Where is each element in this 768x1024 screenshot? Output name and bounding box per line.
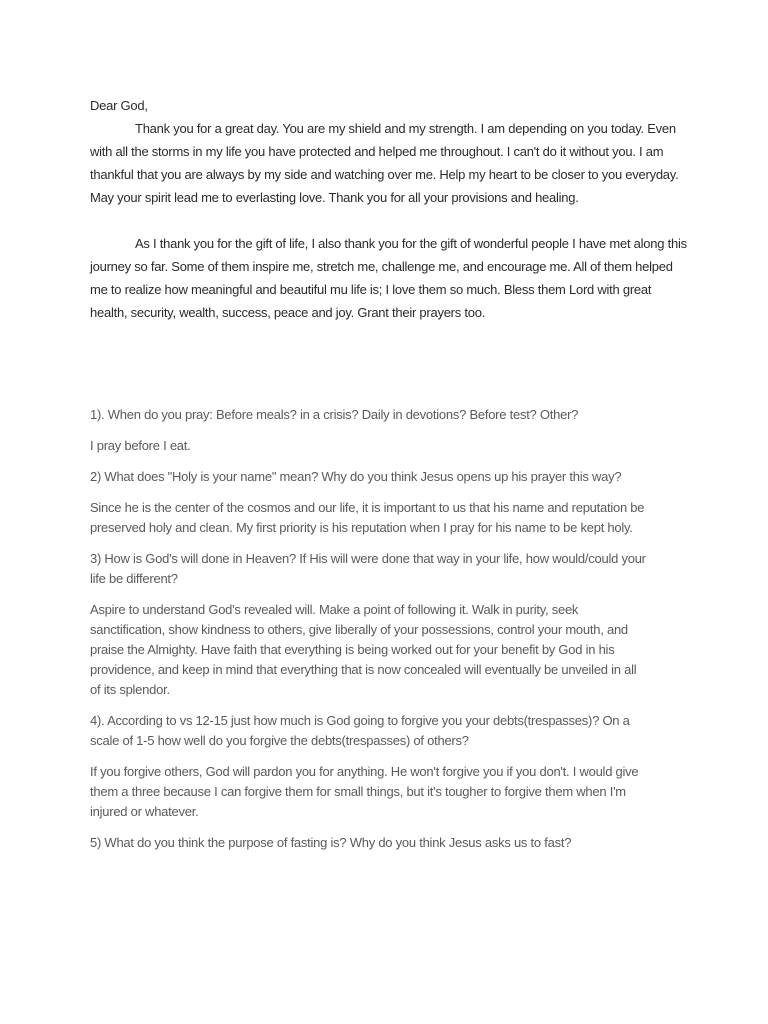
letter-paragraph-1: Thank you for a great day. You are my shield and my strength. I am depending on you today. Even with all the storms in my life you have protected and helped me throughout. I can't do it without you. I am thankful that you are always by my side and watching over me. Help my heart to be closer to you everyday. May your spirit lead me to everlasting love. Thank you for all your provisions and healing. [90, 121, 679, 205]
question-1: 1). When do you pray: Before meals? in a crisis? Daily in devotions? Before test? Other? [90, 407, 579, 422]
letter-salutation: Dear God, [90, 98, 148, 113]
question-2: 2) What does "Holy is your name" mean? Why do you think Jesus opens up his prayer this way? [90, 469, 622, 484]
answer-4: If you forgive others, God will pardon you for anything. He won't forgive you if you don't. I would give them a three because I can forgive them for small things, but it's tougher to forgive them when I'm injured or whatever. [90, 764, 639, 819]
prayer-letter [90, 94, 690, 324]
answer-3: Aspire to understand God's revealed will. Make a point of following it. Walk in purity, seek sanctification, show kindness to others, give liberally of your possessions, control your mouth, and praise the Almighty. Have faith that everything is being worked out for your benefit by God in his providence, and keep in mind that everything that is now concealed will eventually be unveiled in all of its splendor. [90, 602, 637, 697]
question-answer-section [90, 405, 650, 864]
question-4: 4). According to vs 12-15 just how much is God going to forgive you your debts(trespasses)? On a scale of 1-5 how well do you forgive the debts(trespasses) of others? [90, 713, 630, 748]
question-5: 5) What do you think the purpose of fasting is? Why do you think Jesus asks us to fast? [90, 835, 572, 850]
answer-2: Since he is the center of the cosmos and our life, it is important to us that his name and reputation be preserved holy and clean. My first priority is his reputation when I pray for his name to be kept holy. [90, 500, 645, 535]
answer-1: I pray before I eat. [90, 438, 191, 453]
question-3: 3) How is God's will done in Heaven? If His will were done that way in your life, how would/could your life be different? [90, 551, 646, 586]
letter-paragraph-2: As I thank you for the gift of life, I also thank you for the gift of wonderful people I have met along this journey so far. Some of them inspire me, stretch me, challenge me, and encourage me. All of them helped me to realize how meaningful and beautiful mu life is; I love them so much. Bless them Lord with great health, security, wealth, success, peace and joy. Grant their prayers too. [90, 236, 687, 320]
